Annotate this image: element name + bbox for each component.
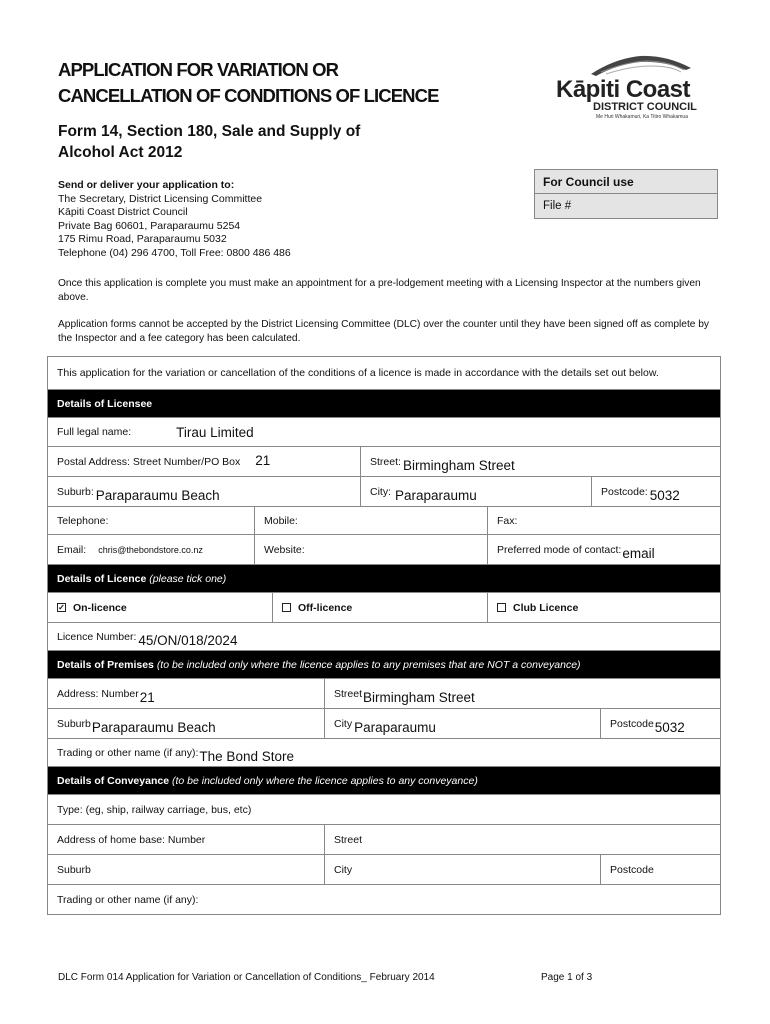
- full-name-row: [48, 418, 720, 447]
- field-label: Full legal name:: [57, 426, 132, 438]
- field-label: Street: [334, 687, 363, 700]
- street-field[interactable]: [360, 447, 720, 476]
- full-name-field[interactable]: [48, 418, 720, 446]
- section-note: (to be included only where the licence applies to any premises that are NOT a conveyance): [156, 658, 581, 671]
- premises-trading-row: [48, 739, 720, 767]
- title-line-2: CANCELLATION OF CONDITIONS OF LICENCE: [58, 85, 439, 106]
- suburb-row: [48, 477, 720, 507]
- on-licence-option[interactable]: [48, 593, 272, 622]
- home-base-suburb-field[interactable]: Suburb: [57, 863, 91, 876]
- address-line: 175 Rimu Road, Paraparaumu 5032: [58, 233, 227, 245]
- instructions-paragraph: Application forms cannot be accepted by the District Licensing Committee (DLC) over the counter until they have been signed off as complete by the Inspector and a fee category has been calculated.: [58, 319, 710, 344]
- field-value: 5032: [654, 720, 685, 735]
- council-use-box: [534, 169, 718, 219]
- council-logo: [556, 52, 716, 122]
- fax-field[interactable]: [487, 507, 720, 534]
- conveyance-suburb-row: [48, 855, 720, 885]
- option-label: Club Licence: [513, 601, 579, 614]
- email-row: [48, 535, 720, 565]
- page-title: [58, 57, 439, 109]
- section-note: (please tick one): [149, 572, 227, 585]
- field-label: Website:: [264, 543, 305, 556]
- conveyance-type-row: [48, 795, 720, 825]
- field-value: 45/ON/018/2024: [138, 633, 238, 648]
- field-value: The Bond Store: [199, 749, 294, 764]
- logo-tagline: Me Huri Whakamuri, Ka Titiro Whakamua: [596, 114, 688, 120]
- field-label: Email:: [57, 543, 87, 556]
- premises-postcode-field[interactable]: [600, 709, 720, 738]
- island-icon: [586, 52, 696, 78]
- option-label: Off-licence: [298, 601, 353, 614]
- licence-number-field[interactable]: [48, 623, 720, 650]
- home-base-street-field[interactable]: Street: [324, 825, 720, 854]
- address-line: The Secretary, District Licensing Committee: [58, 192, 263, 205]
- postcode-field[interactable]: [591, 477, 720, 506]
- conveyance-type-field[interactable]: Type: (eg, ship, railway carriage, bus, etc): [57, 803, 252, 816]
- home-base-city-field[interactable]: City: [324, 855, 600, 884]
- premises-city-field[interactable]: [324, 709, 600, 738]
- premises-street-field[interactable]: [324, 679, 720, 708]
- send-address-block: [58, 179, 291, 260]
- field-value: Paraparaumu Beach: [95, 488, 220, 503]
- field-label: Suburb: [57, 717, 91, 730]
- field-value: 5032: [649, 488, 680, 503]
- checkbox-icon[interactable]: [497, 603, 506, 612]
- premises-suburb-field[interactable]: [48, 709, 324, 738]
- section-title: [48, 767, 720, 794]
- field-value: Paraparaumu: [395, 488, 477, 503]
- section-title-text: Details of Premises: [57, 658, 154, 671]
- home-base-postcode-field[interactable]: Postcode: [600, 855, 720, 884]
- field-label: Postcode:: [601, 485, 648, 498]
- section-note: (to be included only where the licence applies to any conveyance): [171, 774, 478, 787]
- contact-mode-field[interactable]: [487, 535, 720, 564]
- checkbox-icon[interactable]: [282, 603, 291, 612]
- postal-number-field[interactable]: [48, 447, 360, 476]
- section-title-text: Details of Licence: [57, 572, 147, 585]
- option-label: On-licence: [73, 601, 127, 614]
- premises-number-field[interactable]: [48, 679, 324, 708]
- instructions-paragraph: Once this application is complete you must make an appointment for a pre-lodgement meeting with a Licensing Inspector at the numbers given above.: [58, 278, 701, 303]
- postal-address-row: [48, 447, 720, 477]
- section-title: Details of Licensee: [57, 397, 153, 410]
- conveyance-address-row: [48, 825, 720, 855]
- section-header-conveyance: [48, 767, 720, 795]
- field-label: Street:: [370, 455, 401, 468]
- field-value: Birmingham Street: [363, 690, 475, 705]
- city-field[interactable]: [360, 477, 591, 506]
- premises-suburb-row: [48, 709, 720, 739]
- club-licence-option[interactable]: [487, 593, 720, 622]
- address-line: Private Bag 60601, Paraparaumu 5254: [58, 219, 241, 232]
- subtitle-line-1: Form 14, Section 180, Sale and Supply of: [58, 123, 361, 140]
- field-value: Birmingham Street: [402, 458, 515, 473]
- section-header-premises: [48, 651, 720, 679]
- premises-trading-field[interactable]: [48, 739, 720, 766]
- section-title: [48, 651, 720, 678]
- footer-form-info: DLC Form 014 Application for Variation or Cancellation of Conditions_ February 2014: [58, 972, 435, 983]
- field-label: Postal Address: Street Number/PO Box: [57, 455, 241, 468]
- subtitle-line-2: Alcohol Act 2012: [58, 144, 183, 161]
- full-name-value: Tirau Limited: [176, 424, 254, 440]
- field-label: Postcode: [610, 717, 654, 730]
- mobile-field[interactable]: [254, 507, 487, 534]
- conveyance-trading-row: [48, 885, 720, 914]
- footer-page-number: Page 1 of 3: [541, 972, 593, 983]
- suburb-field[interactable]: [48, 477, 360, 506]
- field-label: Mobile:: [264, 514, 298, 527]
- field-value: Paraparaumu Beach: [91, 720, 216, 735]
- premises-address-row: [48, 679, 720, 709]
- licence-type-row: [48, 593, 720, 623]
- form-subtitle: [58, 121, 360, 163]
- telephone-field[interactable]: [48, 507, 254, 534]
- address-line: Telephone (04) 296 4700, Toll Free: 0800 486 486: [58, 246, 291, 259]
- send-heading: Send or deliver your application to:: [58, 179, 235, 191]
- logo-district: DISTRICT COUNCIL: [593, 101, 697, 113]
- field-label: City:: [370, 485, 391, 498]
- field-value: email: [622, 546, 655, 561]
- field-label: Preferred mode of contact:: [497, 543, 622, 556]
- field-label: Telephone:: [57, 514, 109, 527]
- off-licence-option[interactable]: [272, 593, 487, 622]
- section-title-text: Details of Conveyance: [57, 774, 170, 787]
- field-label: Suburb:: [57, 485, 94, 498]
- licence-number-row: [48, 623, 720, 651]
- field-label: Trading or other name (if any):: [57, 746, 199, 759]
- website-field[interactable]: [254, 535, 487, 564]
- application-form: [47, 356, 721, 915]
- form-intro-row: [48, 357, 720, 390]
- field-value: 21: [139, 690, 155, 705]
- section-title: [48, 565, 720, 592]
- file-number-field[interactable]: File #: [543, 200, 572, 212]
- conveyance-trading-field[interactable]: Trading or other name (if any):: [57, 893, 199, 906]
- field-label: Fax:: [497, 514, 518, 527]
- address-line: Kāpiti Coast District Council: [58, 206, 188, 218]
- logo-name: Kāpiti Coast: [556, 76, 691, 103]
- field-value: 21: [255, 453, 271, 468]
- home-base-number-field[interactable]: Address of home base: Number: [57, 833, 206, 846]
- field-value: Paraparaumu: [354, 720, 436, 735]
- field-label: Address: Number: [57, 687, 139, 700]
- checkbox-icon[interactable]: ✓: [58, 603, 65, 612]
- title-line-1: APPLICATION FOR VARIATION OR: [58, 59, 339, 80]
- section-header-licensee: [48, 390, 720, 418]
- field-value: chris@thebondstore.co.nz: [98, 544, 203, 555]
- council-use-heading: For Council use: [535, 170, 717, 194]
- email-field[interactable]: [48, 535, 254, 564]
- phone-row: [48, 507, 720, 535]
- section-header-licence: [48, 565, 720, 593]
- field-label: Licence Number:: [57, 630, 137, 643]
- form-intro: This application for the variation or cancellation of the conditions of a licence is made in accordance with the details set out below.: [57, 367, 659, 379]
- field-label: City: [334, 717, 353, 730]
